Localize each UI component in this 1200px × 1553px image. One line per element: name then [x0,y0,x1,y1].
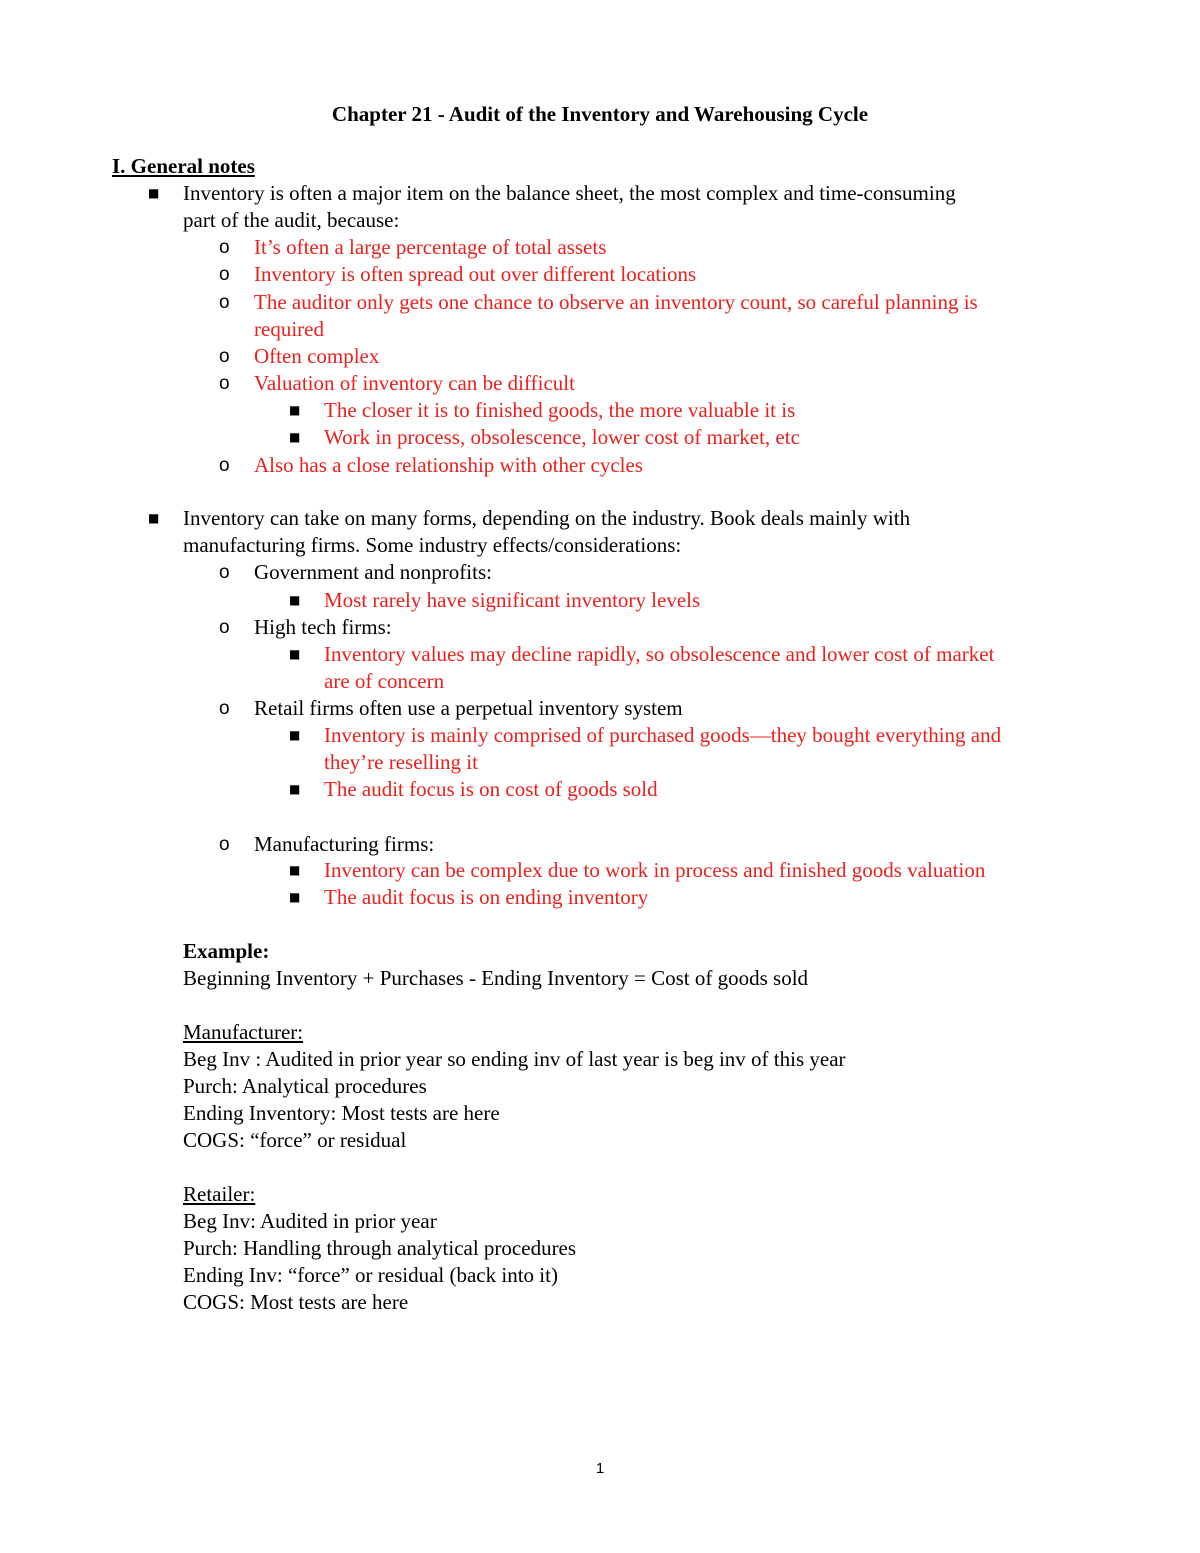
bullet-text: part of the audit, because: [183,208,400,232]
sub-sub-bullet-text: Inventory values may decline rapidly, so obsolescence and lower cost of market [324,642,995,666]
square-bullet-icon: ■ [289,863,301,877]
bullet-text: Inventory is often a major item on the balance sheet, the most complex and time-consuming [183,181,956,205]
circle-o-bullet-icon: o [219,346,230,367]
sub-sub-bullet-text: Work in process, obsolescence, lower cost of market, etc [324,425,800,449]
manufacturer-line: COGS: “force” or residual [183,1128,407,1152]
bullet-text: Inventory can take on many forms, depending on the industry. Book deals mainly with [183,506,911,530]
sub-sub-bullet-text: are of concern [324,669,445,693]
square-bullet-icon: ■ [289,728,301,742]
square-bullet-icon: ■ [289,430,301,444]
example-formula: Beginning Inventory + Purchases - Ending Inventory = Cost of goods sold [183,966,809,990]
sub-bullet-text: required [254,317,324,341]
circle-o-bullet-icon: o [219,698,230,719]
sub-bullet-text: It’s often a large percentage of total assets [254,235,607,259]
square-bullet-icon: ■ [289,782,301,796]
sub-sub-bullet-text: Inventory is mainly comprised of purchased goods—they bought everything and [324,723,1002,747]
circle-o-bullet-icon: o [219,562,230,583]
retailer-line: COGS: Most tests are here [183,1290,409,1314]
circle-o-bullet-icon: o [219,264,230,285]
sub-sub-bullet-text: The audit focus is on cost of goods sold [324,777,658,801]
page-title: Chapter 21 - Audit of the Inventory and Warehousing Cycle [331,102,869,126]
section-heading: I. General notes [112,154,255,178]
sub-sub-bullet-text: The audit focus is on ending inventory [324,885,649,909]
square-bullet-icon: ■ [289,593,301,607]
square-bullet-icon: ■ [148,511,160,525]
manufacturer-line: Ending Inventory: Most tests are here [183,1101,500,1125]
square-bullet-icon: ■ [148,186,160,200]
circle-o-bullet-icon: o [219,455,230,476]
sub-bullet-text: Retail firms often use a perpetual inventory system [254,696,683,720]
sub-bullet-text: Inventory is often spread out over different locations [254,262,697,286]
circle-o-bullet-icon: o [219,834,230,855]
retailer-label: Retailer: [183,1182,256,1206]
sub-sub-bullet-text: Inventory can be complex due to work in process and finished goods valuation [324,858,986,882]
retailer-line: Ending Inv: “force” or residual (back into it) [183,1263,558,1287]
sub-bullet-text: Also has a close relationship with other cycles [254,453,643,477]
sub-sub-bullet-text: The closer it is to finished goods, the more valuable it is [324,398,796,422]
circle-o-bullet-icon: o [219,237,230,258]
page-number: 1 [595,1460,605,1477]
sub-sub-bullet-text: they’re reselling it [324,750,478,774]
sub-sub-bullet-text: Most rarely have significant inventory levels [324,588,701,612]
square-bullet-icon: ■ [289,647,301,661]
manufacturer-line: Beg Inv : Audited in prior year so ending inv of last year is beg inv of this year [183,1047,846,1071]
circle-o-bullet-icon: o [219,373,230,394]
square-bullet-icon: ■ [289,890,301,904]
manufacturer-line: Purch: Analytical procedures [183,1074,427,1098]
sub-bullet-text: Manufacturing firms: [254,832,435,856]
circle-o-bullet-icon: o [219,292,230,313]
bullet-text: manufacturing firms. Some industry effects/considerations: [183,533,682,557]
manufacturer-label: Manufacturer: [183,1020,304,1044]
circle-o-bullet-icon: o [219,617,230,638]
square-bullet-icon: ■ [289,403,301,417]
sub-bullet-text: Often complex [254,344,380,368]
example-label: Example: [183,939,270,963]
retailer-line: Purch: Handling through analytical procedures [183,1236,577,1260]
sub-bullet-text: High tech firms: [254,615,392,639]
retailer-line: Beg Inv: Audited in prior year [183,1209,437,1233]
sub-bullet-text: The auditor only gets one chance to observe an inventory count, so careful planning is [254,290,978,314]
sub-bullet-text: Valuation of inventory can be difficult [254,371,575,395]
sub-bullet-text: Government and nonprofits: [254,560,492,584]
